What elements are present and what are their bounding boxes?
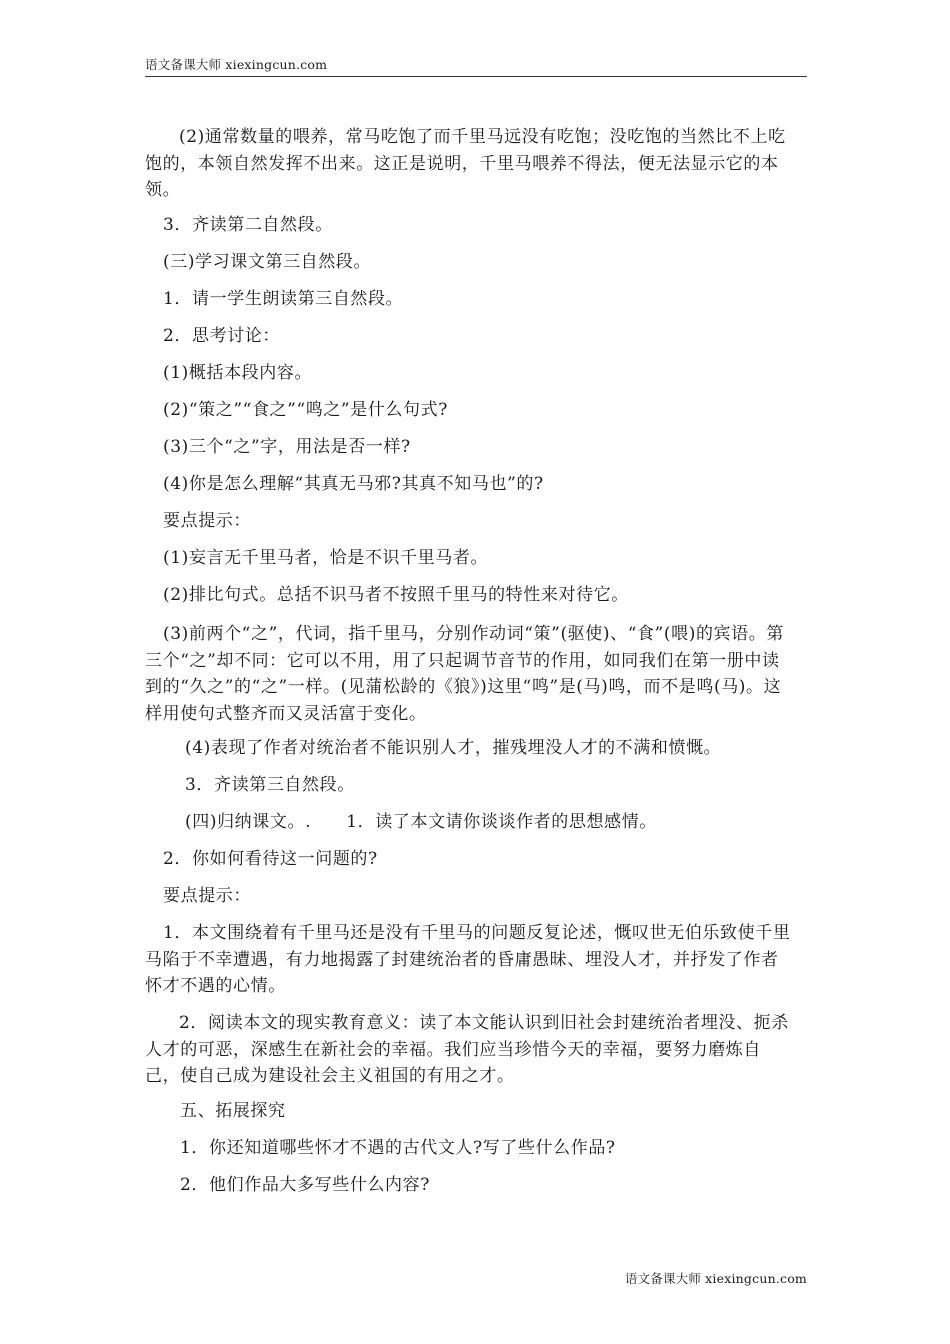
paragraph: 2．思考讨论：: [163, 326, 281, 346]
paragraph: 1．请一学生朗读第三自然段。: [163, 289, 404, 309]
paragraph: 要点提示：: [163, 511, 251, 531]
paragraph: 1．本文围绕着有千里马还是没有千里马的问题反复论述，慨叹世无伯乐致使千里马陷于不幸遭遇，有力地揭露了封建统治者的昏庸愚昧、埋没人才，并抒发了作者怀才不遇的心情。: [145, 923, 791, 996]
paragraph: (2)“策之”“食之”“鸣之”是什么句式?: [163, 400, 448, 420]
paragraph: (四)归纳课文。. 1．读了本文请你谈谈作者的思想感情。: [185, 812, 657, 832]
paragraph: 要点提示：: [163, 886, 251, 906]
page-footer: 语文备课大师 xiexingcun.com: [624, 1271, 807, 1286]
paragraph: 3．齐读第二自然段。: [163, 215, 333, 235]
paragraph: 2．阅读本文的现实教育意义：读了本文能认识到旧社会封建统治者埋没、扼杀人才的可恶，深感生在新社会的幸福。我们应当珍惜今天的幸福，要努力磨炼自己，使自己成为建设社会主义祖国的有用之才。: [145, 1013, 789, 1086]
paragraph: 2．他们作品大多写些什么内容?: [180, 1175, 430, 1195]
paragraph: 1．你还知道哪些怀才不遇的古代文人?写了些什么作品?: [180, 1138, 616, 1158]
paragraph: (3)前两个“之”，代词，指千里马，分别作动词“策”(驱使)、“食”(喂)的宾语。第三个“之”却不同：它可以不用，用了只起调节音节的作用，如同我们在第一册中读到的“久之”的“之”一样。(见蒲松龄的《狼》)这里“鸣”是(马)鸣，而不是鸣(马)。这样用使句式整齐而又灵活富于变化。: [145, 624, 784, 724]
paragraph: (3)三个“之”字，用法是否一样?: [163, 437, 411, 457]
paragraph: (1)概括本段内容。: [163, 363, 313, 383]
paragraph: 2．你如何看待这一问题的?: [163, 849, 378, 869]
section-heading: 五、拓展探究: [180, 1101, 286, 1121]
paragraph: (4)表现了作者对统治者不能识别人才，摧残埋没人才的不满和愤慨。: [185, 738, 722, 758]
paragraph: (4)你是怎么理解“其真无马邪?其真不知马也”的?: [163, 474, 544, 494]
paragraph: (2)排比句式。总括不识马者不按照千里马的特性来对待它。: [163, 585, 629, 605]
paragraph: 3．齐读第三自然段。: [185, 775, 355, 795]
paragraph: (1)妄言无千里马者，恰是不识千里马者。: [163, 548, 489, 568]
page-header: 语文备课大师 xiexingcun.com: [145, 58, 807, 77]
paragraph: (2)通常数量的喂养，常马吃饱了而千里马远没有吃饱；没吃饱的当然比不上吃饱的，本领自然发挥不出来。这正是说明，千里马喂养不得法，便无法显示它的本领。: [145, 127, 786, 200]
section-heading: (三)学习课文第三自然段。: [163, 252, 372, 272]
